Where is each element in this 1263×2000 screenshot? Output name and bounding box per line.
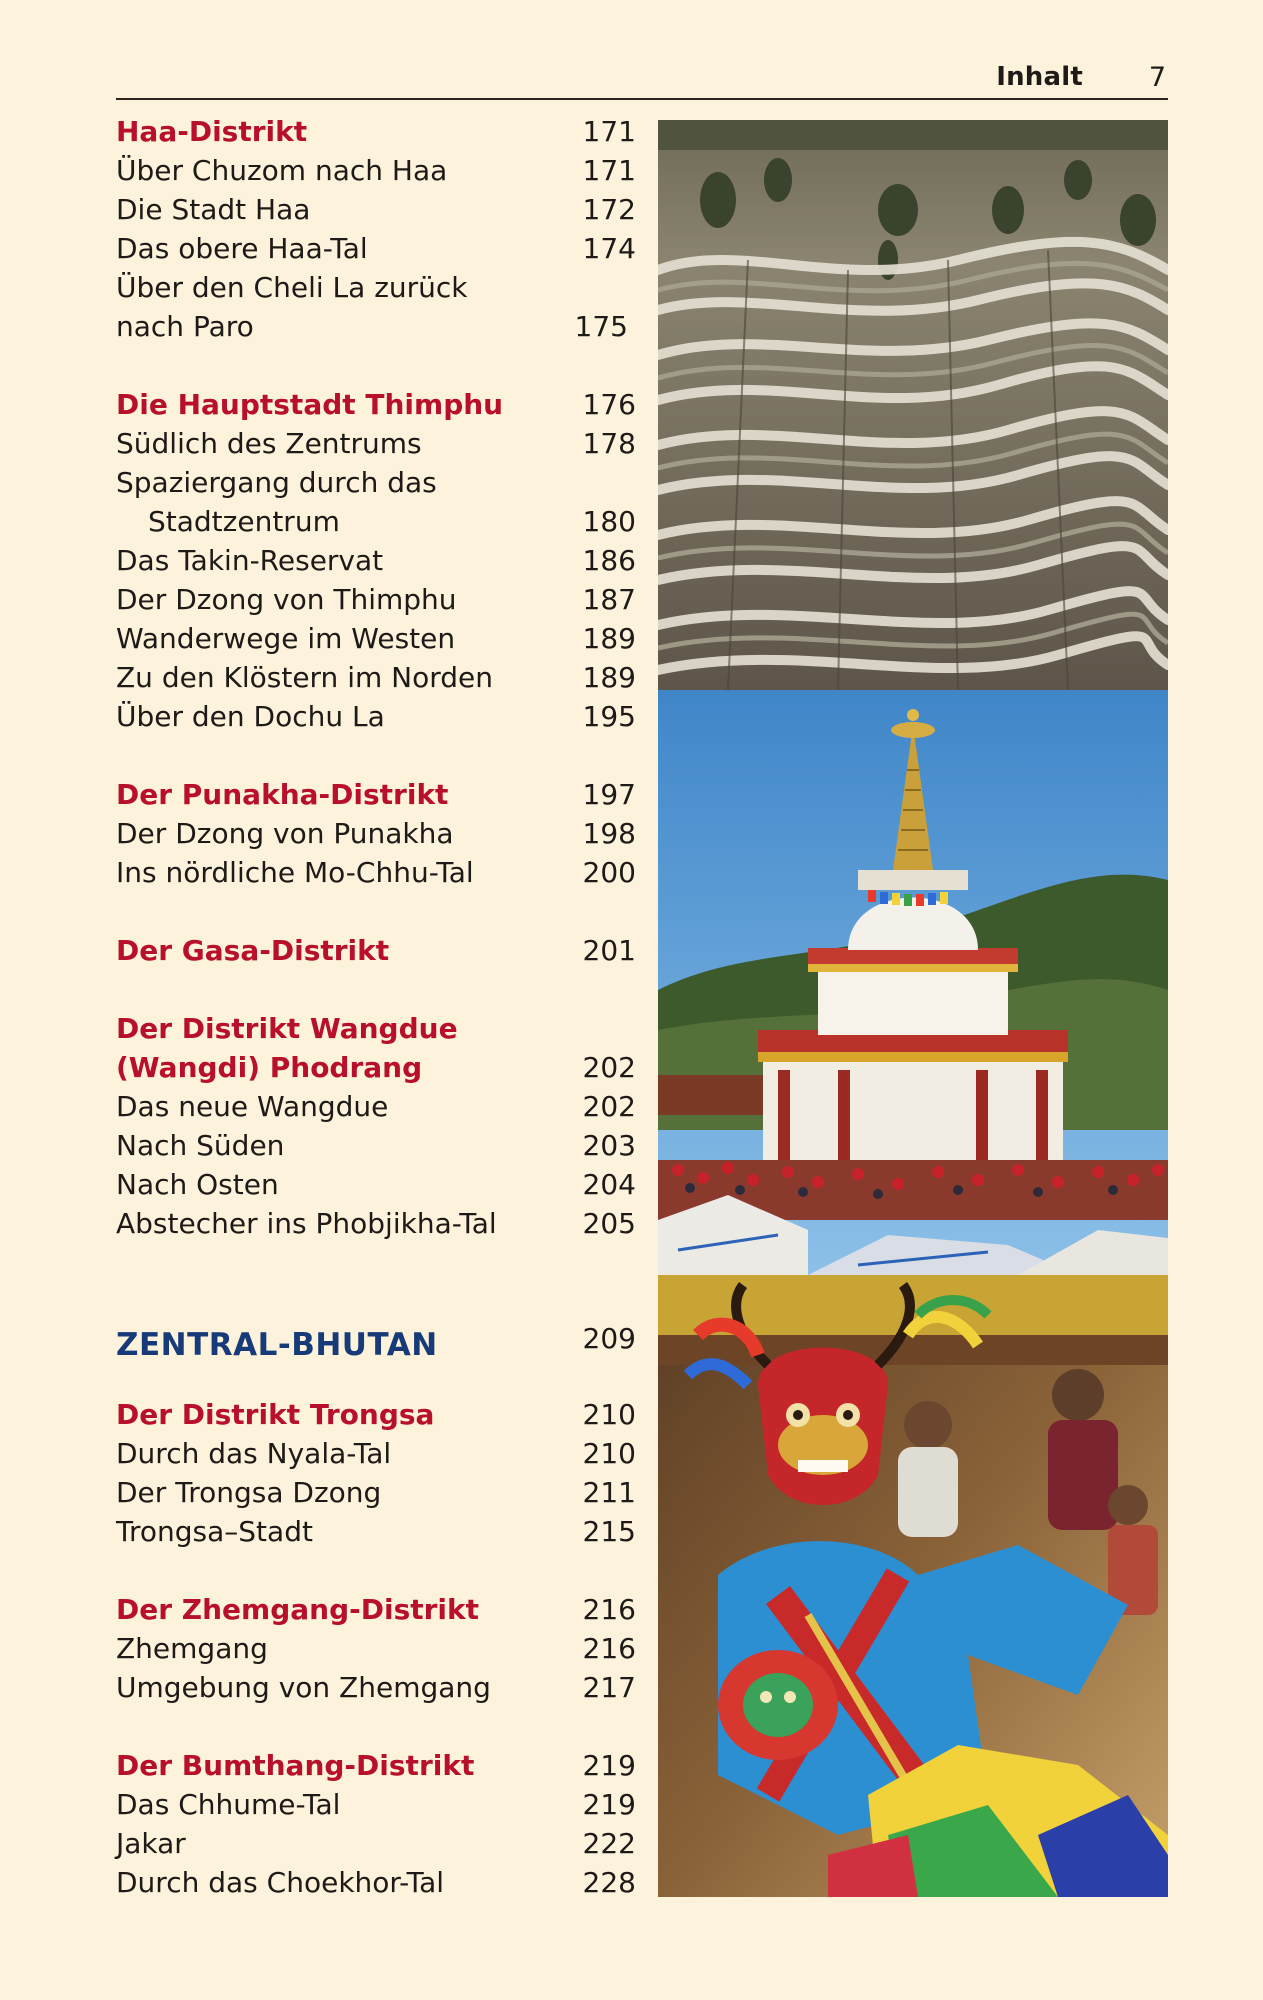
toc-entry-page: 203 (582, 1129, 636, 1162)
toc-entry[interactable] (116, 698, 636, 736)
toc-entry-page: 210 (582, 1437, 636, 1470)
toc-entry[interactable] (116, 659, 636, 697)
toc-entry-title: Südlich des Zentrums (116, 427, 422, 460)
toc-entry-title: ZENTRAL-BHUTAN (116, 1327, 438, 1363)
toc-entry-title: Nach Osten (116, 1168, 279, 1201)
toc-entry-title: Der Distrikt Wangdue (116, 1012, 458, 1045)
toc-entry-title: Der Trongsa Dzong (116, 1476, 382, 1509)
toc-entry[interactable] (116, 269, 636, 307)
toc-entry-title: Der Dzong von Punakha (116, 817, 454, 850)
toc-entry-page: 211 (582, 1476, 636, 1509)
toc-entry-page: 198 (582, 817, 636, 850)
toc-heading[interactable] (116, 1010, 636, 1048)
toc-entry-page: 200 (582, 856, 636, 889)
terraced-fields-photo (658, 120, 1168, 690)
toc-entry-page: 222 (582, 1827, 636, 1860)
toc-entry[interactable] (116, 191, 636, 229)
toc-entry-page: 204 (582, 1168, 636, 1201)
toc-entry-title: Über den Cheli La zurück (116, 271, 468, 304)
toc-entry-page: 175 (574, 310, 628, 343)
toc-entry-title: Der Gasa-Distrikt (116, 934, 390, 967)
toc-entry[interactable] (116, 503, 636, 541)
toc-entry-title: Wanderwege im Westen (116, 622, 456, 655)
toc-entry-title: Das neue Wangdue (116, 1090, 389, 1123)
toc-heading[interactable] (116, 113, 636, 151)
toc-entry-title: Jakar (116, 1827, 186, 1860)
toc-entry-page: 219 (582, 1749, 636, 1782)
toc-entry-page: 180 (582, 505, 636, 538)
toc-entry-page: 174 (582, 232, 636, 265)
toc-entry-title: Durch das Nyala-Tal (116, 1437, 392, 1470)
toc-entry[interactable] (116, 581, 636, 619)
toc-entry-title: nach Paro (116, 310, 254, 343)
toc-entry-page: 201 (582, 934, 636, 967)
header-title: Inhalt (996, 62, 1083, 92)
toc-entry[interactable] (116, 1166, 636, 1204)
page-header (116, 58, 1168, 100)
toc-section-heading[interactable] (116, 1323, 636, 1367)
toc-entry[interactable] (116, 815, 636, 853)
toc-entry-title: Haa-Distrikt (116, 115, 308, 148)
toc-entry[interactable] (116, 1630, 636, 1668)
toc-entry-page: 195 (582, 700, 636, 733)
toc-entry-title: Zu den Klöstern im Norden (116, 661, 494, 694)
toc-entry[interactable] (116, 230, 636, 268)
toc-entry-page: 186 (582, 544, 636, 577)
toc-entry[interactable] (116, 620, 636, 658)
toc-entry-page: 172 (582, 193, 636, 226)
page-number: 7 (1148, 62, 1166, 93)
toc-entry-page: 202 (582, 1051, 636, 1084)
toc-entry-title: Der Bumthang-Distrikt (116, 1749, 475, 1782)
toc-entry-page: 210 (582, 1398, 636, 1431)
toc-entry-title: Der Dzong von Thimphu (116, 583, 457, 616)
toc-entry-title: Die Hauptstadt Thimphu (116, 388, 504, 421)
toc-entry-title: Zhemgang (116, 1632, 268, 1665)
toc-entry-title: Der Zhemgang-Distrikt (116, 1593, 480, 1626)
toc-entry-title: Das obere Haa-Tal (116, 232, 368, 265)
toc-entry-title: Ins nördliche Mo-Chhu-Tal (116, 856, 474, 889)
stupa-festival-photo (658, 690, 1168, 1275)
toc-entry-page: 176 (582, 388, 636, 421)
toc-entry-title: Das Chhume-Tal (116, 1788, 341, 1821)
toc-entry[interactable] (116, 854, 636, 892)
toc-heading[interactable] (116, 932, 636, 970)
toc-entry-page: 217 (582, 1671, 636, 1704)
toc-entry-page: 171 (582, 115, 636, 148)
toc-entry-title: Abstecher ins Phobjikha-Tal (116, 1207, 497, 1240)
toc-entry-title: Der Distrikt Trongsa (116, 1398, 435, 1431)
toc-entry[interactable] (116, 1825, 636, 1863)
mask-dancer-photo (658, 1275, 1168, 1897)
toc-entry-page: 202 (582, 1090, 636, 1123)
toc-heading[interactable] (116, 386, 636, 424)
toc-heading[interactable] (116, 1049, 636, 1087)
toc-entry-page: 216 (582, 1632, 636, 1665)
toc-entry[interactable] (116, 1669, 636, 1707)
toc-entry-page: 209 (582, 1322, 636, 1355)
toc-entry[interactable] (116, 1513, 636, 1551)
toc-entry-title: Spaziergang durch das (116, 466, 437, 499)
toc-entry-page: 189 (582, 661, 636, 694)
toc-entry[interactable] (116, 1205, 636, 1243)
toc-entry-title: Über den Dochu La (116, 700, 385, 733)
toc-entry[interactable] (116, 152, 636, 190)
toc-entry[interactable] (116, 308, 636, 346)
toc-entry-page: 189 (582, 622, 636, 655)
toc-entry-title: (Wangdi) Phodrang (116, 1051, 423, 1084)
toc-entry[interactable] (116, 1474, 636, 1512)
toc-entry-title: Trongsa–Stadt (116, 1515, 313, 1548)
toc-entry-title: Umgebung von Zhemgang (116, 1671, 491, 1704)
toc-entry-page: 197 (582, 778, 636, 811)
toc-entry[interactable] (116, 1435, 636, 1473)
toc-entry-page: 178 (582, 427, 636, 460)
toc-entry-page: 215 (582, 1515, 636, 1548)
toc-entry[interactable] (116, 1786, 636, 1824)
toc-entry-title: Über Chuzom nach Haa (116, 154, 448, 187)
toc-entry-title: Durch das Choekhor-Tal (116, 1866, 445, 1899)
toc-heading[interactable] (116, 776, 636, 814)
toc-entry[interactable] (116, 542, 636, 580)
toc-entry[interactable] (116, 425, 636, 463)
toc-entry-page: 219 (582, 1788, 636, 1821)
toc-entry[interactable] (116, 1864, 636, 1902)
toc-heading[interactable] (116, 1747, 636, 1785)
toc-entry-title: Stadtzentrum (148, 505, 340, 538)
toc-entry-page: 228 (582, 1866, 636, 1899)
toc-entry-page: 187 (582, 583, 636, 616)
toc-entry-page: 205 (582, 1207, 636, 1240)
toc-heading[interactable] (116, 1396, 636, 1434)
toc-entry-page: 171 (582, 154, 636, 187)
toc-entry-title: Das Takin-Reservat (116, 544, 384, 577)
toc-heading[interactable] (116, 1591, 636, 1629)
toc-entry[interactable] (116, 464, 636, 502)
toc-entry[interactable] (116, 1088, 636, 1126)
toc-entry-page: 216 (582, 1593, 636, 1626)
toc-entry-title: Die Stadt Haa (116, 193, 311, 226)
toc-entry-title: Der Punakha-Distrikt (116, 778, 449, 811)
toc-entry-title: Nach Süden (116, 1129, 285, 1162)
toc-entry[interactable] (116, 1127, 636, 1165)
